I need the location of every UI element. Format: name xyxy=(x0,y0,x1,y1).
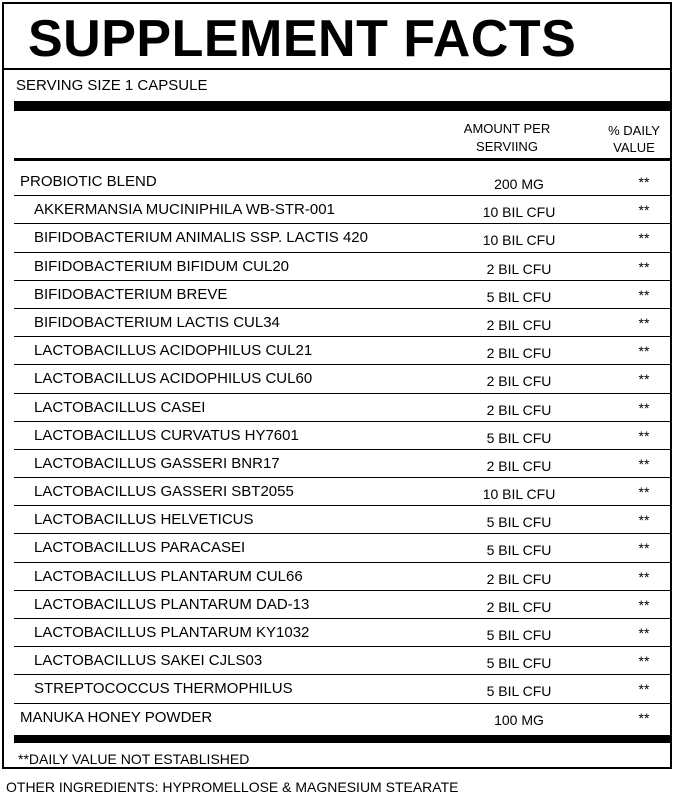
ingredient-daily-value: ** xyxy=(638,343,650,360)
ingredient-amount: 5 BIL CFU xyxy=(486,429,552,446)
ingredient-amount: 2 BIL CFU xyxy=(486,401,552,418)
ingredient-name: BIFIDOBACTERIUM LACTIS CUL34 xyxy=(34,313,280,331)
column-header-dv-line2: VALUE xyxy=(613,140,655,155)
ingredient-amount: 2 BIL CFU xyxy=(486,373,552,390)
ingredient-daily-value: ** xyxy=(638,174,650,190)
table-row xyxy=(14,168,670,196)
ingredient-name: LACTOBACILLUS PLANTARUM CUL66 xyxy=(34,567,303,585)
ingredient-daily-value: ** xyxy=(638,455,650,472)
ingredient-name: LACTOBACILLUS ACIDOPHILUS CUL60 xyxy=(34,370,313,388)
ingredient-name: LACTOBACILLUS GASSERI SBT2055 xyxy=(34,483,294,501)
ingredient-daily-value: ** xyxy=(638,230,650,247)
table-row xyxy=(14,365,670,393)
table-row xyxy=(14,478,670,506)
ingredient-daily-value: ** xyxy=(638,709,650,726)
ingredient-amount: 10 BIL CFU xyxy=(482,204,556,221)
ingredient-name: MANUKA HONEY POWDER xyxy=(20,708,213,726)
table-row xyxy=(14,253,670,281)
table-row xyxy=(14,675,670,703)
ingredient-amount: 2 BIL CFU xyxy=(486,345,552,362)
table-row xyxy=(14,704,670,732)
ingredient-daily-value: ** xyxy=(638,681,650,698)
ingredient-daily-value: ** xyxy=(638,596,650,613)
ingredient-amount: 5 BIL CFU xyxy=(486,655,552,672)
thick-divider-top xyxy=(14,101,670,111)
table-row xyxy=(14,196,670,224)
ingredient-amount: 5 BIL CFU xyxy=(486,627,552,643)
ingredient-daily-value: ** xyxy=(638,512,650,529)
ingredient-name: LACTOBACILLUS PARACASEI xyxy=(34,539,246,557)
ingredient-name: LACTOBACILLUS SAKEI CJLS03 xyxy=(34,652,263,670)
ingredient-amount: 2 BIL CFU xyxy=(486,570,552,587)
title-divider xyxy=(4,68,670,70)
table-row xyxy=(14,534,670,562)
ingredient-daily-value: ** xyxy=(638,568,650,585)
table-row xyxy=(14,422,670,450)
ingredient-amount: 100 MG xyxy=(494,711,544,728)
table-row xyxy=(14,591,670,619)
ingredient-daily-value: ** xyxy=(638,202,650,219)
footnote: **DAILY VALUE NOT ESTABLISHED xyxy=(18,751,250,767)
column-header-amount-line1: AMOUNT PER xyxy=(463,121,551,136)
supplement-facts-panel xyxy=(2,2,672,769)
ingredient-daily-value: ** xyxy=(638,286,650,303)
column-header-amount xyxy=(452,120,562,156)
ingredient-name: LACTOBACILLUS CURVATUS HY7601 xyxy=(34,426,299,444)
ingredient-amount: 10 BIL CFU xyxy=(482,232,556,249)
ingredient-table xyxy=(14,168,670,732)
table-row xyxy=(14,337,670,365)
table-row xyxy=(14,394,670,422)
ingredient-amount: 2 BIL CFU xyxy=(486,598,552,615)
ingredient-daily-value: ** xyxy=(638,625,650,641)
ingredient-amount: 5 BIL CFU xyxy=(486,514,552,531)
column-header-amount-line2: SERVIING xyxy=(476,139,538,154)
ingredient-daily-value: ** xyxy=(638,399,650,416)
ingredient-amount: 5 BIL CFU xyxy=(486,542,552,559)
ingredient-amount: 5 BIL CFU xyxy=(486,683,552,700)
thick-divider-bottom xyxy=(14,735,670,743)
header-divider xyxy=(14,158,670,161)
ingredient-name: PROBIOTIC BLEND xyxy=(20,173,157,190)
ingredient-name: LACTOBACILLUS ACIDOPHILUS CUL21 xyxy=(34,342,313,360)
ingredient-amount: 5 BIL CFU xyxy=(486,288,552,305)
panel-title: SUPPLEMENT FACTS xyxy=(28,10,577,68)
ingredient-amount: 2 BIL CFU xyxy=(486,260,552,277)
ingredient-amount: 2 BIL CFU xyxy=(486,457,552,474)
table-row xyxy=(14,647,670,675)
ingredient-daily-value: ** xyxy=(638,427,650,444)
table-row xyxy=(14,309,670,337)
ingredient-daily-value: ** xyxy=(638,540,650,557)
serving-size: SERVING SIZE 1 CAPSULE xyxy=(16,77,208,94)
ingredient-amount: 2 BIL CFU xyxy=(486,316,552,333)
ingredient-name: LACTOBACILLUS PLANTARUM DAD-13 xyxy=(34,595,310,613)
ingredient-name: LACTOBACILLUS CASEI xyxy=(34,398,206,416)
other-ingredients: OTHER INGREDIENTS: HYPROMELLOSE & MAGNESIUM STEARATE xyxy=(6,779,459,795)
ingredient-amount: 10 BIL CFU xyxy=(482,486,556,503)
ingredient-name: LACTOBACILLUS HELVETICUS xyxy=(34,511,254,529)
ingredient-amount: 200 MG xyxy=(494,176,544,192)
ingredient-daily-value: ** xyxy=(638,371,650,388)
table-row xyxy=(14,281,670,309)
ingredient-daily-value: ** xyxy=(638,258,650,275)
table-row xyxy=(14,563,670,591)
ingredient-name: STREPTOCOCCUS THERMOPHILUS xyxy=(34,680,293,698)
column-header-daily-value xyxy=(584,122,679,156)
ingredient-daily-value: ** xyxy=(638,484,650,501)
column-header-dv-line1: % DAILY xyxy=(608,123,660,138)
table-row xyxy=(14,224,670,252)
ingredient-name: LACTOBACILLUS PLANTARUM KY1032 xyxy=(34,624,310,641)
table-row xyxy=(14,506,670,534)
ingredient-daily-value: ** xyxy=(638,314,650,331)
ingredient-name: BIFIDOBACTERIUM BIFIDUM CUL20 xyxy=(34,257,290,275)
table-row xyxy=(14,619,670,647)
ingredient-name: BIFIDOBACTERIUM ANIMALIS SSP. LACTIS 420 xyxy=(34,229,368,247)
ingredient-daily-value: ** xyxy=(638,653,650,670)
ingredient-name: LACTOBACILLUS GASSERI BNR17 xyxy=(34,454,280,472)
ingredient-name: BIFIDOBACTERIUM BREVE xyxy=(34,285,228,303)
ingredient-name: AKKERMANSIA MUCINIPHILA WB-STR-001 xyxy=(34,201,335,219)
table-row xyxy=(14,450,670,478)
